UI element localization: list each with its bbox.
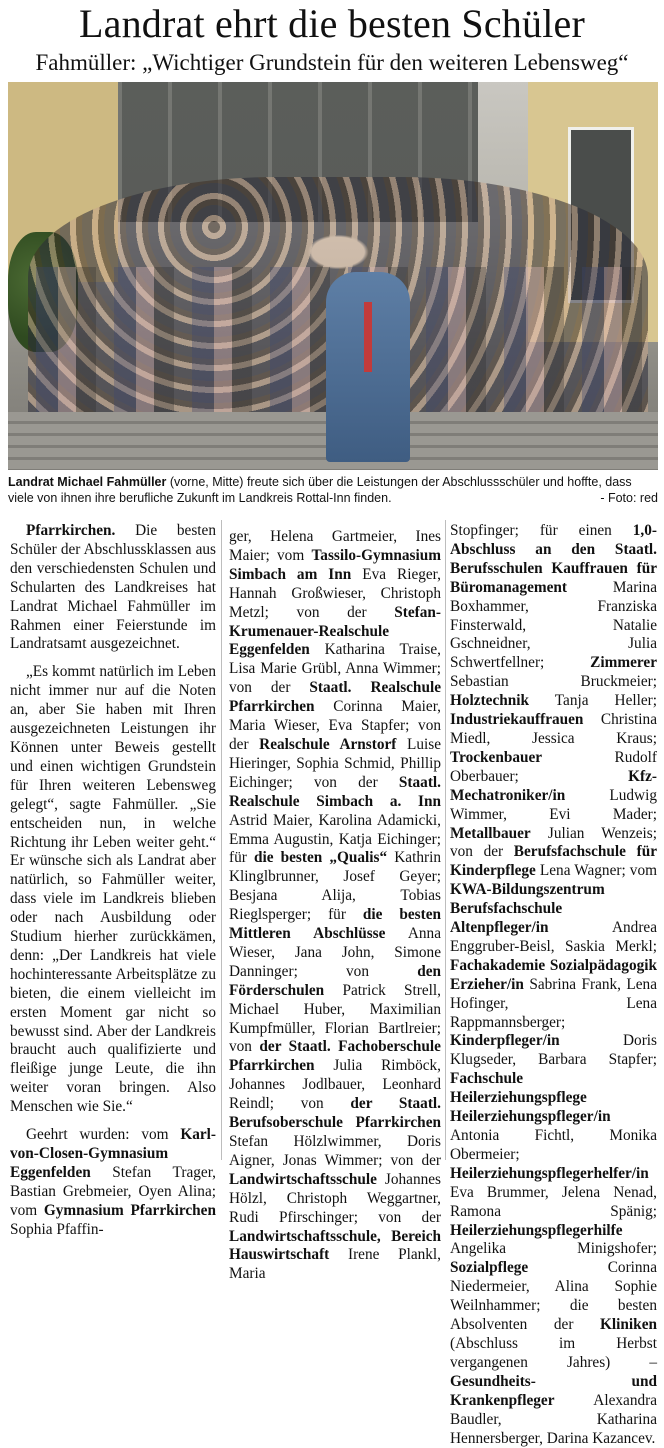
caption-name: Landrat Michael Fahmüller [8, 475, 167, 489]
article-column-3 [450, 522, 657, 1448]
group-photo [8, 82, 658, 470]
photo-caption [8, 474, 660, 506]
paragraph: „Es kommt natürlich im Leben nicht immer nur auf die Noten an, aber Sie haben mit Ihren ausgezeichneten Leistungen ihr Können unter Beweis gestellt und einen wichtigen Grundstein für Ihren weiteren Lebensweg gelegt“, sagte Fahmüller. „Sie entscheiden nun, in welche Richtung ihr Leben weiter geht.“ Er wünsche sich als Landrat aber natürlich, so Fahmüller weiter, dass viele im Landkreis blieben oder nach Ausbildung oder Studium hierher zurückkämen, denn: „Der Landkreis hat viele hochinteressante Arbeitsplätze zu bieten, die einem vielleicht im ersten Moment gar nicht so bewusst sind. Aber der Landkreis braucht auch qualifizierte und fleißige junge Leute, die ihn weiter voran bringen. Also Menschen wie Sie.“ [10, 663, 216, 1116]
article-column-1 [10, 522, 216, 1240]
photo-credit: - Foto: red [600, 491, 658, 505]
paragraph: Stopfinger; für einen 1,0-Abschluss an den Staatl. Berufsschulen Kauffrauen für Büromanagement Marina Boxhammer, Franziska Finsterwald, Natalie Gschneidner, Julia Schwertfellner; Zimmerer Sebastian Bruckmeier; Holztechnik Tanja Heller; Industriekauffrauen Christina Miedl, Jessica Kraus; Trockenbauer Rudolf Oberbauer; Kfz-Mechatroniker/in Ludwig Wimmer, Evi Mader; Metallbauer Julian Wenzeis; von der Berufsfachschule für Kinderpflege Lena Wagner; vom KWA-Bildungszentrum Berufsfachschule Altenpfleger/in Andrea Enggruber-Beisl, Saskia Merkl; Fachakademie Sozialpädagogik Erzieher/in Sabrina Frank, Lena Hofinger, Lena Rappmannsberger; Kinderpfleger/in Doris Klugseder, Barbara Stapfer; Fachschule Heilerziehungspflege Heilerziehungspfleger/in Antonia Fichtl, Monika Obermeier; Heilerziehungspflegerhelfer/in Eva Brummer, Jelena Nenad, Ramona Spänig; Heilerziehungspflegerhilfe Angelika Minigshofer; Sozialpflege Corinna Niedermeier, Alina Sophie Weilnhammer; die besten Absolventen der Kliniken (Abschluss im Herbst vergangenen Jahres) – Gesundheits- und Krankenpfleger Alexandra Baudler, Katharina Hennersberger, Darina Kazancev. [450, 522, 657, 1447]
article-column-2 [229, 528, 441, 1284]
dateline: Pfarrkirchen. [26, 522, 116, 539]
headline: Landrat ehrt die besten Schüler [78, 1, 585, 46]
paragraph: Geehrt wurden: vom Karl-von-Closen-Gymnasium Eggenfelden Stefan Trager, Bastian Grebmeier, Oyen Alina; vom Gymnasium Pfarrkirchen Sophia Pfaffin- [10, 1126, 216, 1238]
caption-text: (vorne, Mitte) freute sich über die Leistungen der Abschlussschüler und hoffte, dass viele von ihnen ihre berufliche Zukunft im Landkreis Rottal-Inn finden. [8, 475, 632, 505]
paragraph: ger, Helena Gartmeier, Ines Maier; vom Tassilo-Gymnasium Simbach am Inn Eva Rieger, Hannah Großwieser, Christoph Metzl; von der Stefan-Krumenauer-Realschule Eggenfelden Katharina Traise, Lisa Marie Grübl, Anna Wimmer; von der Staatl. Realschule Pfarrkirchen Corinna Maier, Maria Wieser, Eva Stapfer; von der Realschule Arnstorf Luise Hieringer, Sophia Schmid, Phillip Eichinger; von der Staatl. Realschule Simbach a. Inn Astrid Maier, Karolina Adamicki, Emma Augustin, Katja Eichinger; für die besten „Qualis“ Kathrin Klinglbrunner, Josef Geyer; Besjana Alija, Tobias Rieglsperger; für die besten Mittleren Abschlüsse Anna Wieser, Jana John, Simone Danninger; von den Förderschulen Patrick Strell, Michael Huber, Maximilian Kumpfmüller, Florian Bartlreier; von der Staatl. Fachoberschule Pfarrkirchen Julia Rimböck, Johannes Jodlbauer, Leonhard Reindl; von der Staatl. Berufsoberschule Pfarrkirchen Stefan Hölzlwimmer, Doris Aigner, Jonas Wimmer; von der Landwirtschaftsschule Johannes Hölzl, Christoph Weggartner, Rudi Pfirschinger; von der Landwirtschaftsschule, Bereich Hauswirtschaft Irene Plankl, Maria [229, 528, 441, 1283]
paragraph: Pfarrkirchen. Die besten Schüler der Abschlussklassen aus den verschiedensten Schulen und Schularten des Landkreises hat Landrat Michael Fahmüller im Rahmen einer Feierstunde im Landratsamt ausgezeichnet. [10, 522, 216, 653]
subheadline: Fahmüller: „Wichtiger Grundstein für den weiteren Lebensweg“ [35, 50, 629, 75]
